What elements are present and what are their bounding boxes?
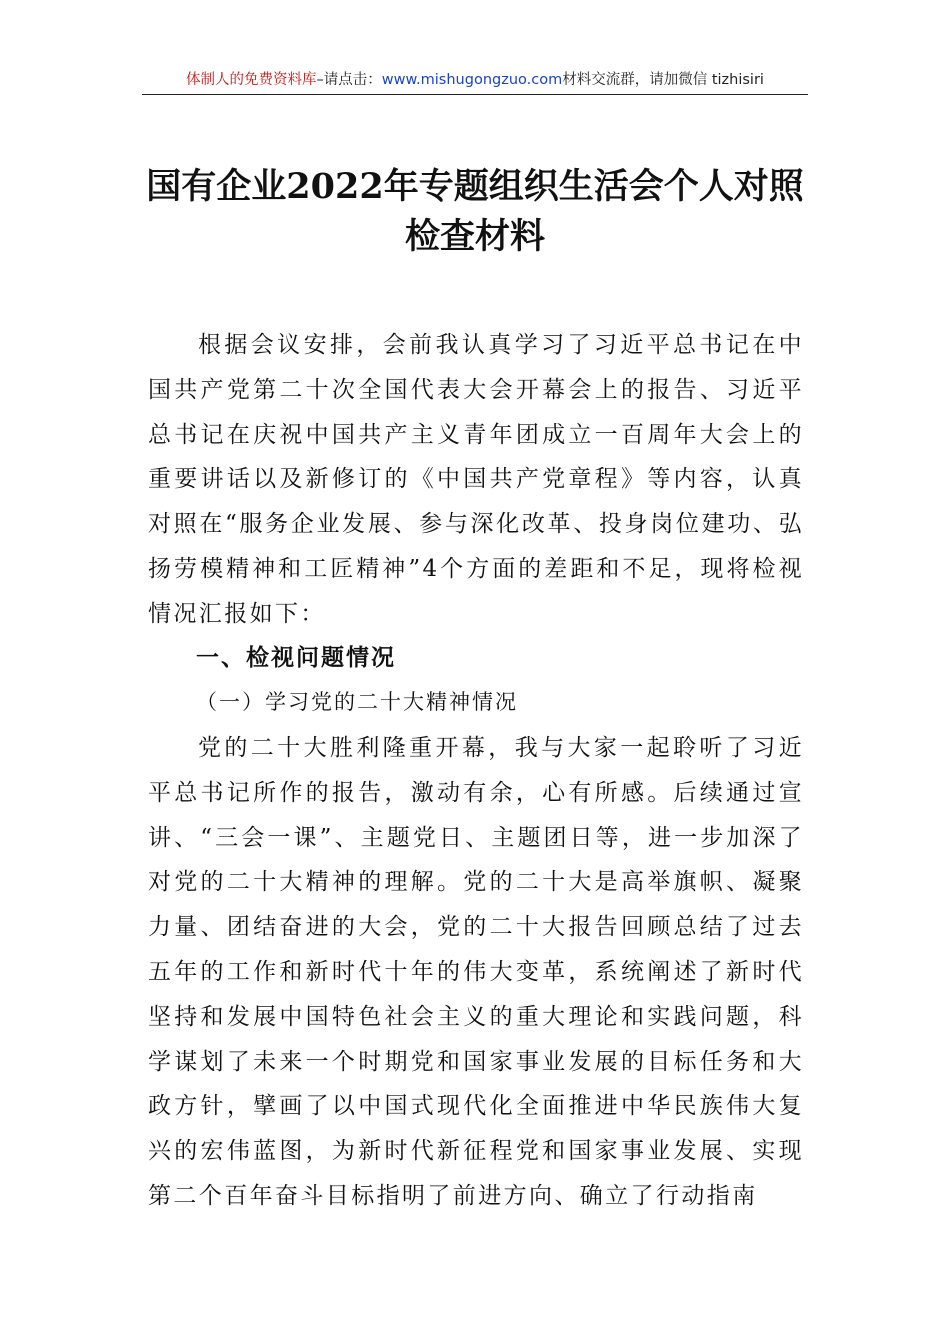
header-url-link[interactable]: www.mishugongzuo.com	[381, 72, 563, 88]
header-site-name: 体制人的免费资料库	[186, 72, 317, 88]
subsection-heading: （一）学习党的二十大精神情况	[196, 690, 518, 714]
document-title	[120, 162, 830, 262]
title-line-1: 国有企业2022年专题组织生活会个人对照	[146, 166, 804, 207]
subsection-paragraph: 党的二十大胜利隆重开幕，我与大家一起聆听了习近平总书记所作的报告，激动有余，心有所感。后续通过宣讲、“三会一课”、主题党日、主题团日等，进一步加深了对党的二十大精神的理解。党的二十大是高举旗帜、凝聚力量、团结奋进的大会，党的二十大报告回顾总结了过去五年的工作和新时代十年的伟大变革，系统阐述了新时代坚持和发展中国特色社会主义的重大理论和实践问题，科学谋划了未来一个时期党和国家事业发展的目标任务和大政方针，擘画了以中国式现代化全面推进中华民族伟大复兴的宏伟蓝图，为新时代新征程党和国家事业发展、实现第二个百年奋斗目标指明了前进方向、确立了行动指南	[148, 735, 804, 1209]
header-prompt: –请点击：	[316, 72, 382, 88]
page-header	[142, 66, 808, 95]
intro-paragraph: 根据会议安排，会前我认真学习了习近平总书记在中国共产党第二十次全国代表大会开幕会上的报告、习近平总书记在庆祝中国共产主义青年团成立一百周年大会上的重要讲话以及新修订的《中国共产党章程》等内容，认真对照在“服务企业发展、参与深化改革、投身岗位建功、弘扬劳模精神和工匠精神”4个方面的差距和不足，现将检视情况汇报如下：	[148, 332, 804, 627]
title-line-2: 检查材料	[404, 216, 545, 257]
header-wechat-note: 材料交流群，请加微信 tizhisiri	[562, 72, 764, 88]
section-heading: 一、检视问题情况	[196, 645, 396, 671]
